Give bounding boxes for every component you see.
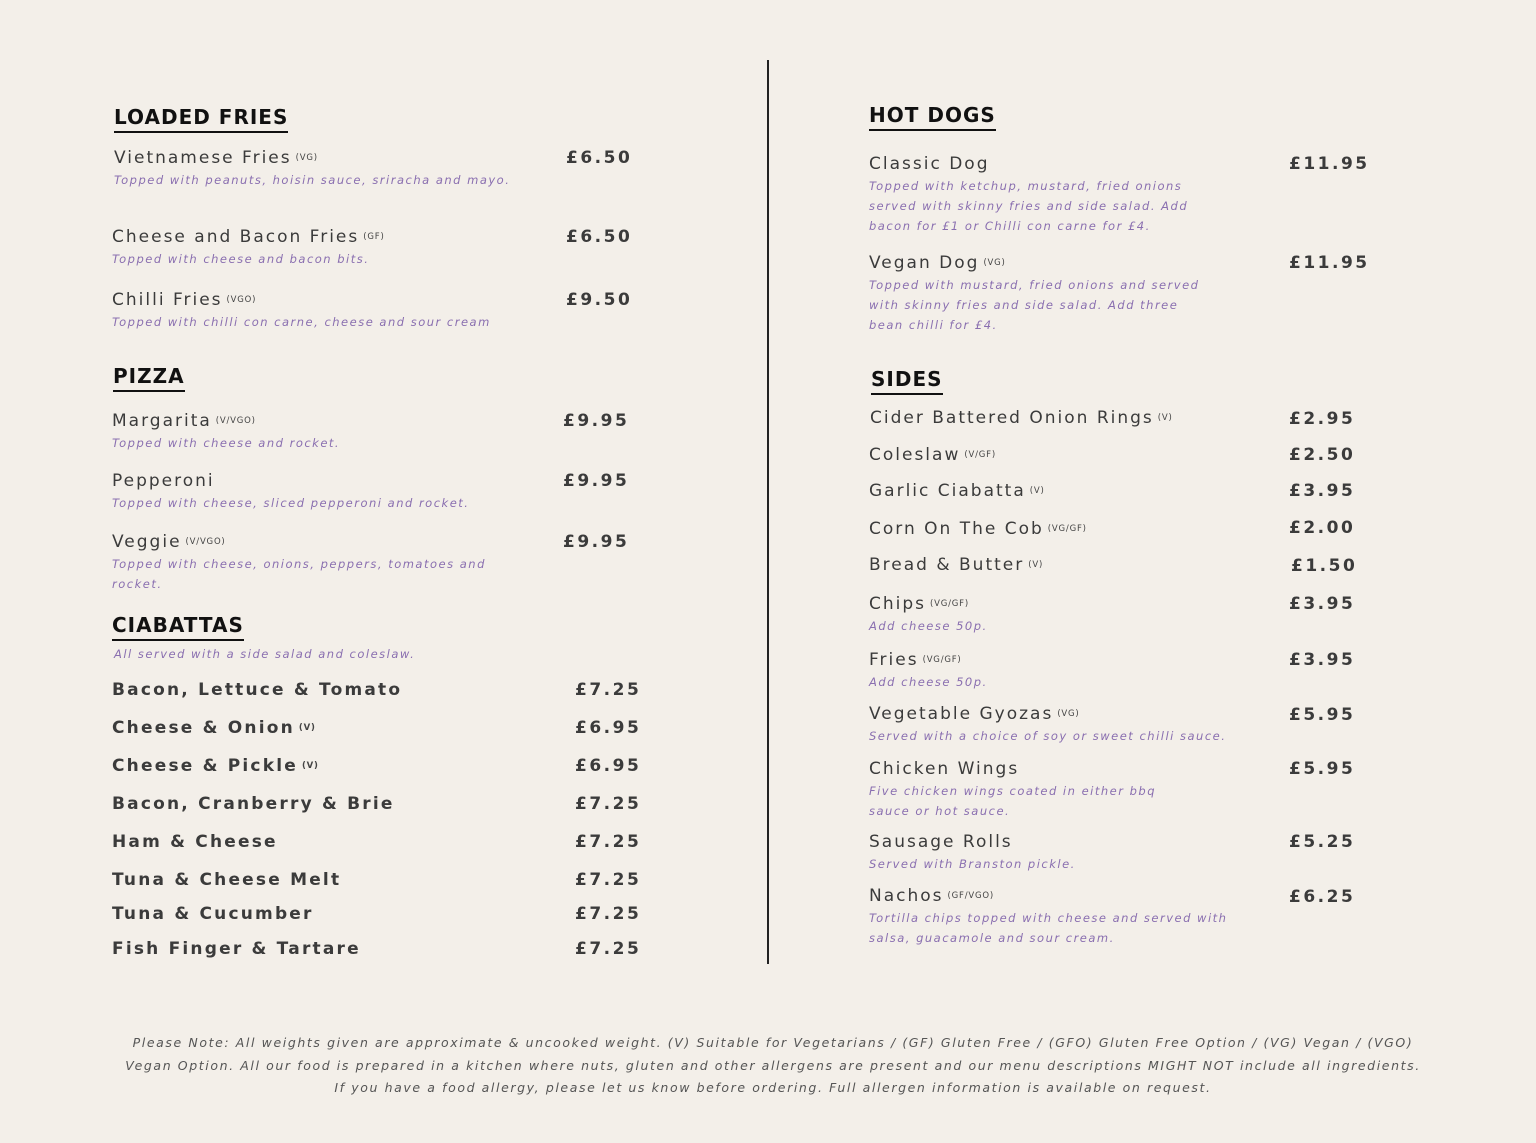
dietary-tag: (V/VGO) xyxy=(185,537,226,547)
item-price: £2.50 xyxy=(1289,445,1356,465)
dietary-tag: (VG) xyxy=(295,153,318,163)
dietary-tag: (V/GF) xyxy=(964,450,996,460)
item-description: Served with Branston pickle. xyxy=(869,857,1076,871)
dietary-tag: (V) xyxy=(1029,486,1045,496)
item-price: £7.25 xyxy=(575,939,642,959)
item-description: Topped with ketchup, mustard, fried onions served with skinny fries and side salad. Add bacon for £1 or Chilli con carne for £4. xyxy=(869,179,1189,233)
item-name: Margarita xyxy=(112,411,212,431)
item-description: Served with a choice of soy or sweet chilli sauce. xyxy=(869,729,1227,743)
item-name: Tuna & Cucumber xyxy=(112,904,314,924)
menu-item xyxy=(869,519,1259,539)
item-price: £11.95 xyxy=(1289,253,1370,273)
item-name: Nachos xyxy=(869,886,944,906)
item-name: Fries xyxy=(869,650,919,670)
dietary-tag: (V) xyxy=(1028,560,1044,570)
menu-item xyxy=(869,759,1189,821)
item-description: Topped with cheese, sliced pepperoni and rocket. xyxy=(112,496,470,510)
dietary-tag: (GF) xyxy=(363,232,385,242)
menu-item xyxy=(112,939,365,959)
item-price: £6.50 xyxy=(566,148,633,168)
item-name: Ham & Cheese xyxy=(112,832,278,852)
item-name: Vegetable Gyozas xyxy=(869,704,1054,724)
item-name: Fish Finger & Tartare xyxy=(112,939,361,959)
menu-item xyxy=(869,650,1259,692)
menu-item xyxy=(114,148,514,190)
item-price: £5.95 xyxy=(1289,759,1356,779)
dietary-tag: (V) xyxy=(1157,413,1173,423)
item-price: £6.25 xyxy=(1289,887,1356,907)
item-price: £3.95 xyxy=(1289,650,1356,670)
menu-item xyxy=(112,471,532,513)
item-description: Topped with chilli con carne, cheese and sour cream xyxy=(112,315,491,329)
item-name: Vietnamese Fries xyxy=(114,148,292,168)
item-name: Garlic Ciabatta xyxy=(869,481,1026,501)
menu-item xyxy=(112,870,345,890)
menu-item xyxy=(869,886,1269,948)
item-description: Five chicken wings coated in either bbq sauce or hot sauce. xyxy=(869,784,1157,818)
menu-item xyxy=(112,756,319,776)
item-name: Sausage Rolls xyxy=(869,832,1013,852)
section-heading-loaded-fries: LOADED FRIES xyxy=(114,106,288,133)
menu-item xyxy=(869,832,1259,874)
dietary-tag: (VG) xyxy=(1057,709,1080,719)
menu-item xyxy=(112,718,316,738)
allergen-note: Please Note: All weights given are approximate & uncooked weight. (V) Suitable for Vegetarians / (GF) Gluten Free / (GFO) Gluten Free Option / (VG) Vegan / (VGO) Vegan Option. All our food is prepared in a kitchen where nuts, gluten and other allergens are present and our menu descriptions MIGHT NOT include all ingredients. If you have a food allergy, please let us know before ordering. Full allergen information is available on request. xyxy=(125,1035,1421,1095)
dietary-tag: (VG) xyxy=(983,258,1006,268)
item-price: £5.25 xyxy=(1289,832,1356,852)
item-name: Cheese & Pickle xyxy=(112,756,298,776)
item-price: £9.50 xyxy=(566,290,633,310)
item-description: Add cheese 50p. xyxy=(869,675,988,689)
item-price: £3.95 xyxy=(1289,594,1356,614)
menu-item xyxy=(112,532,532,594)
item-price: £5.95 xyxy=(1289,705,1356,725)
menu-item xyxy=(869,154,1214,236)
menu-item xyxy=(869,704,1269,746)
item-price: £9.95 xyxy=(563,532,630,552)
menu-item xyxy=(112,290,552,332)
item-price: £7.25 xyxy=(575,904,642,924)
item-price: £9.95 xyxy=(563,471,630,491)
menu-item xyxy=(112,227,532,269)
item-price: £7.25 xyxy=(575,832,642,852)
item-name: Bacon, Cranberry & Brie xyxy=(112,794,395,814)
dietary-tag: (VG/GF) xyxy=(930,599,969,609)
menu-item xyxy=(869,445,1259,465)
menu-item xyxy=(112,904,318,924)
menu-item xyxy=(870,408,1260,428)
dietary-tag: (GF/VGO) xyxy=(947,891,994,901)
item-name: Vegan Dog xyxy=(869,253,980,273)
menu-item xyxy=(112,794,399,814)
item-name: Chilli Fries xyxy=(112,290,223,310)
item-description: Topped with cheese and rocket. xyxy=(112,436,341,450)
item-name: Cider Battered Onion Rings xyxy=(870,408,1154,428)
menu-item xyxy=(869,253,1214,335)
item-price: £3.95 xyxy=(1289,481,1356,501)
dietary-tag: (VG/GF) xyxy=(922,655,962,665)
item-name: Corn On The Cob xyxy=(869,519,1044,539)
item-price: £11.95 xyxy=(1289,154,1370,174)
item-price: £7.25 xyxy=(575,794,642,814)
menu-item xyxy=(112,411,532,453)
menu-item xyxy=(869,481,1259,501)
section-heading-pizza: PIZZA xyxy=(113,365,185,392)
item-description: Topped with mustard, fried onions and served with skinny fries and side salad. Add three bean chilli for £4. xyxy=(869,278,1200,332)
item-name: Veggie xyxy=(112,532,182,552)
item-name: Cheese and Bacon Fries xyxy=(112,227,360,247)
item-name: Pepperoni xyxy=(112,471,215,491)
item-name: Tuna & Cheese Melt xyxy=(112,870,342,890)
section-subtitle: All served with a side salad and coleslaw. xyxy=(114,647,416,661)
item-name: Coleslaw xyxy=(869,445,961,465)
item-description: Topped with cheese and bacon bits. xyxy=(112,252,370,266)
dietary-tag: (V/VGO) xyxy=(215,416,256,426)
dietary-tag: (VG/GF) xyxy=(1047,524,1087,534)
item-price: £2.00 xyxy=(1289,518,1356,538)
section-heading-ciabattas: CIABATTAS xyxy=(112,614,244,641)
item-price: £7.25 xyxy=(575,680,642,700)
item-price: £1.50 xyxy=(1291,556,1358,576)
dietary-tag: (V) xyxy=(301,761,319,771)
column-divider xyxy=(767,60,769,964)
menu-item xyxy=(112,680,406,700)
section-heading-sides: SIDES xyxy=(871,368,943,395)
item-name: Chicken Wings xyxy=(869,759,1020,779)
item-name: Chips xyxy=(869,594,927,614)
item-name: Bread & Butter xyxy=(869,555,1025,575)
item-price: £2.95 xyxy=(1289,409,1356,429)
item-description: Topped with peanuts, hoisin sauce, sriracha and mayo. xyxy=(114,173,511,187)
menu-item xyxy=(869,594,1259,636)
item-description: Add cheese 50p. xyxy=(869,619,988,633)
item-name: Classic Dog xyxy=(869,154,990,174)
item-description: Tortilla chips topped with cheese and served with salsa, guacamole and sour cream. xyxy=(869,911,1228,945)
menu-item xyxy=(112,832,282,852)
item-name: Cheese & Onion xyxy=(112,718,295,738)
item-price: £6.50 xyxy=(566,227,633,247)
section-heading-hot-dogs: HOT DOGS xyxy=(869,104,996,131)
item-price: £7.25 xyxy=(575,870,642,890)
item-price: £6.95 xyxy=(575,756,642,776)
item-name: Bacon, Lettuce & Tomato xyxy=(112,680,403,700)
dietary-tag: (V) xyxy=(298,723,316,733)
menu-item xyxy=(869,555,1259,575)
item-price: £9.95 xyxy=(563,411,630,431)
item-price: £6.95 xyxy=(575,718,642,738)
item-description: Topped with cheese, onions, peppers, tomatoes and rocket. xyxy=(112,557,486,591)
dietary-tag: (VGO) xyxy=(226,295,257,305)
